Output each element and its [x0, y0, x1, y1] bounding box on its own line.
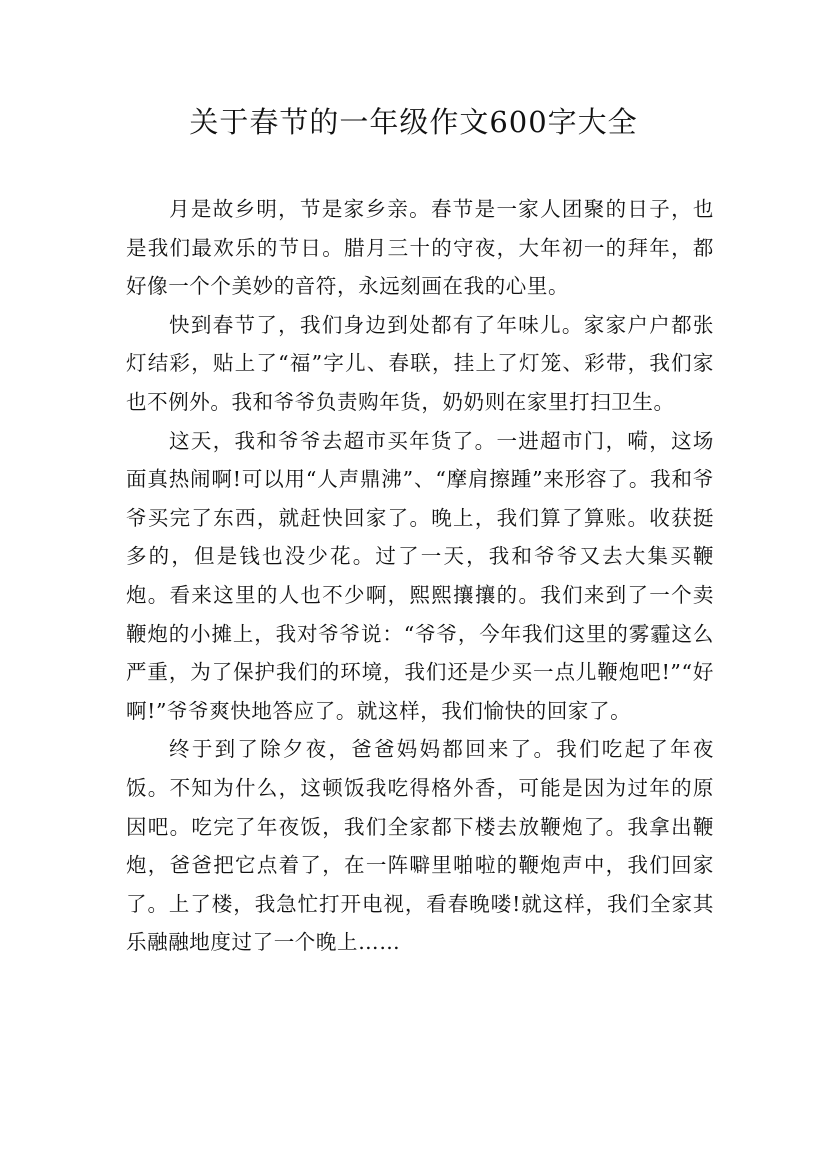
paragraph-4: 终于到了除夕夜，爸爸妈妈都回来了。我们吃起了年夜饭。不知为什么，这顿饭我吃得格外香，可能是因为过年的原因吧。吃完了年夜饭，我们全家都下楼去放鞭炮了。我拿出鞭炮，爸爸把它点着了，在一阵噼里啪啦的鞭炮声中，我们回家了。上了楼，我急忙打开电视，看春晚喽!就这样，我们全家其乐融融地度过了一个晚上……	[126, 737, 714, 955]
article-body	[126, 190, 714, 962]
paragraph-3: 这天，我和爷爷去超市买年货了。一进超市门，嗬，这场面真热闹啊!可以用“人声鼎沸”、“摩肩擦踵”来形容了。我和爷爷买完了东西，就赶快回家了。晚上，我们算了算账。收获挺多的，但是钱也没少花。过了一天，我和爷爷又去大集买鞭炮。看来这里的人也不少啊，熙熙攘攘的。我们来到了一个卖鞭炮的小摊上，我对爷爷说：“爷爷，今年我们这里的雾霾这么严重，为了保护我们的环境，我们还是少买一点儿鞭炮吧!”“好啊!”爷爷爽快地答应了。就这样，我们愉快的回家了。	[126, 428, 714, 723]
page-title: 关于春节的一年级作文600字大全	[189, 105, 638, 139]
paragraph-1: 月是故乡明，节是家乡亲。春节是一家人团聚的日子，也是我们最欢乐的节日。腊月三十的守夜，大年初一的拜年，都好像一个个美妙的音符，永远刻画在我的心里。	[126, 197, 714, 299]
paragraph-2: 快到春节了，我们身边到处都有了年味儿。家家户户都张灯结彩，贴上了“福”字儿、春联，挂上了灯笼、彩带，我们家也不例外。我和爷爷负责购年货，奶奶则在家里打扫卫生。	[126, 312, 714, 414]
